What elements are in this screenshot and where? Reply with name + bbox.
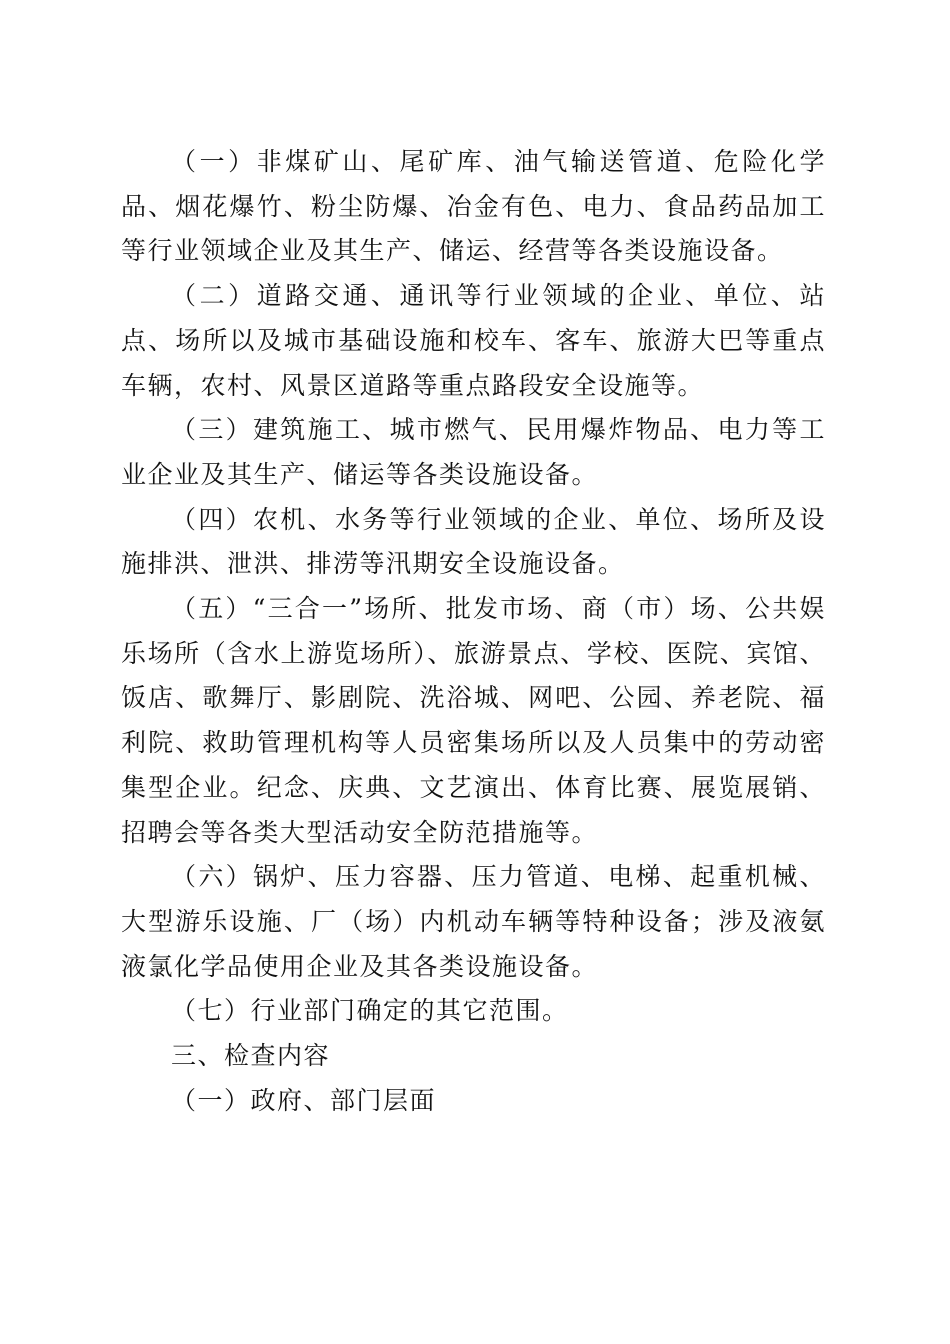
- paragraph-item-1: （一）非煤矿山、尾矿库、油气输送管道、危险化学品、烟花爆竹、粉尘防爆、冶金有色、电力、食品药品加工等行业领域企业及其生产、储运、经营等各类设施设备。: [121, 147, 826, 266]
- document-body: [121, 140, 826, 1123]
- paragraph-item-7: （七）行业部门确定的其它范围。: [171, 996, 569, 1026]
- paragraph-item-4: （四）农机、水务等行业领域的企业、单位、场所及设施排洪、泄洪、排涝等汛期安全设施设备。: [121, 504, 826, 579]
- section-heading: 三、检查内容: [171, 1041, 331, 1071]
- paragraph-item-2: （二）道路交通、通讯等行业领域的企业、单位、站点、场所以及城市基础设施和校车、客车、旅游大巴等重点车辆，农村、风景区道路等重点路段安全设施等。: [121, 281, 826, 400]
- paragraph-item-3: （三）建筑施工、城市燃气、民用爆炸物品、电力等工业企业及其生产、储运等各类设施设备。: [121, 415, 826, 489]
- subsection-heading: （一）政府、部门层面: [171, 1085, 437, 1115]
- paragraph-item-5: （五）“三合一”场所、批发市场、商（市）场、公共娱乐场所（含水上游览场所）、旅游景点、学校、医院、宾馆、饭店、歌舞厅、影剧院、洗浴城、网吧、公园、养老院、福利院、救助管理机构等人员密集场所以及人员集中的劳动密集型企业。纪念、庆典、文艺演出、体育比赛、展览展销、招聘会等各类大型活动安全防范措施等。: [121, 594, 826, 847]
- paragraph-item-6: （六）锅炉、压力容器、压力管道、电梯、起重机械、大型游乐设施、厂（场）内机动车辆等特种设备；涉及液氨液氯化学品使用企业及其各类设施设备。: [121, 862, 826, 981]
